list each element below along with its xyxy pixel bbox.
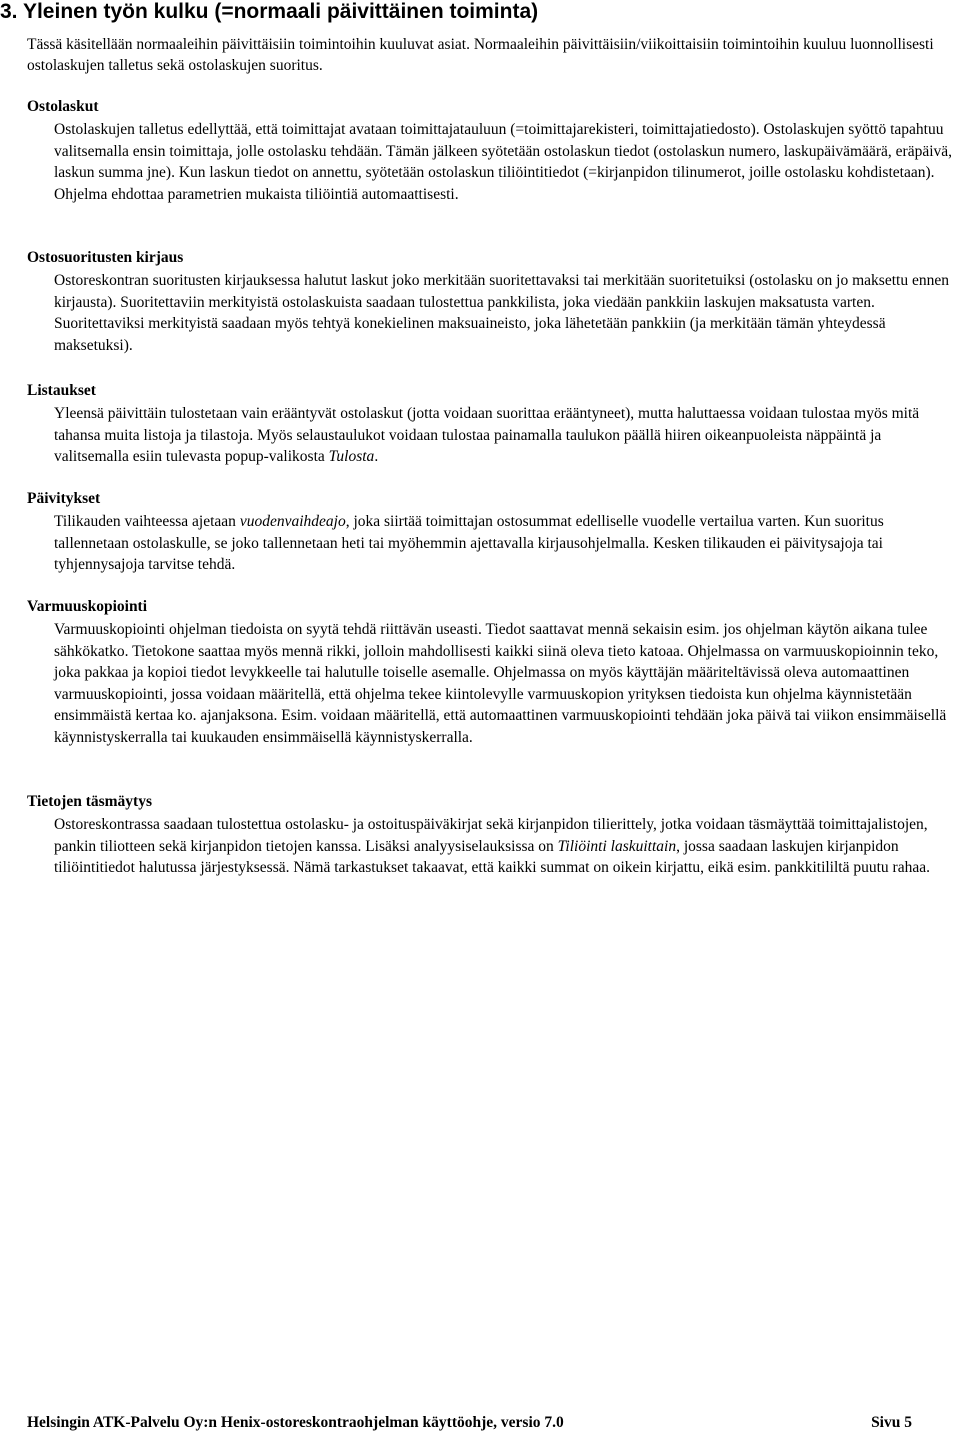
body-text: Ostoreskontrassa saadaan tulostettua ostolasku- ja ostoituspäiväkirjat sekä kirjanpidon tilierittely, jotka voidaan täsmäyttää toimittajalistojen, pankin tiliotteen sekä kirjanpidon tietojen kanssa. Lisäksi analyysiselauksissa on <box>54 816 928 855</box>
section-heading: Ostolaskut <box>27 98 99 115</box>
section-body <box>54 511 955 576</box>
footer-document-title: Helsingin ATK-Palvelu Oy:n Henix-ostoreskontraohjelman käyttöohje, versio 7.0 <box>27 1414 564 1431</box>
section-heading: Listaukset <box>27 382 96 399</box>
section-heading: Ostosuoritusten kirjaus <box>27 249 184 266</box>
section-body <box>54 814 955 879</box>
section-heading: Päivitykset <box>27 490 101 507</box>
body-italic-text: vuodenvaihdeajo <box>239 513 346 530</box>
body-italic-text: Tulosta <box>328 448 375 466</box>
section-body: Ostolaskujen talletus edellyttää, että toimittajat avataan toimittajatauluun (=toimittajarekisteri, toimittajatiedosto). Ostolaskujen syöttö tapahtuu valitsemalla ensin toimittaja, jolle ostolasku tehdään. Tämän jälkeen syötetään ostolaskun tiedot (ostolaskun numero, laskupäivämäärä, eräpäivä, laskun summa jne). Kun laskun tiedot on annettu, syötetään ostolaskun tiliöintitiedot (=kirjanpidon tilinumerot, joille ostolasku kohdistetaan). Ohjelma ehdottaa parametrien mukaista tiliöintiä automaattisesti. <box>54 121 953 203</box>
section-listaukset <box>27 381 955 468</box>
section-tietojen-tasmaytys <box>27 792 955 879</box>
section-body: Ostoreskontran suoritusten kirjauksessa halutut laskut joko merkitään suoritettavaksi tai merkitään suoritetuiksi (ostolasku on jo maksettu ennen kirjausta). Suoritettaviin merkityistä ostolaskuista saadaan tulostettua pankkilista, joka viedään pankkiin laskujen maksatusta varten. Suoritettaviksi merkityistä saadaan myös tehtyä konekielinen maksuaineisto, joka lähetetään pankkiin (ja merkitään tämän yhteydessä maksetuksi). <box>54 272 949 354</box>
body-italic-text: Tiliöinti laskuittain <box>557 837 677 855</box>
section-body: Varmuuskopiointi ohjelman tiedoista on syytä tehdä riittävän useasti. Tiedot saattavat mennä sekaisin esim. jos ohjelman käytön aikana tulee sähkökatko. Tietokone saattaa myös mennä rikki, jolloin mahdollisesti kaikki siinä oleva tieto katoaa. Ohjelmassa on varmuuskopioinnin teko, joka pakkaa ja kopioi tiedot levykkeelle tai halutulle toiselle asemalle. Ohjelmassa on myös käyttäjän määriteltävissä oleva automaattinen varmuuskopiointi, jossa voidaan määritellä, että ohjelma tekee kiintolevylle varmuuskopion yrityksen tiedoista kun ohjelma käynnistetään ensimmäistä kertaa ko. ajanjaksona. Esim. voidaan määritellä, että automaattinen varmuuskopiointi tehdään joka päivä tai viikon ensimmäisellä käynnistyskerralla tai kuukauden ensimmäisellä käynnistyskerralla. <box>54 621 947 746</box>
body-text: Yleensä päivittäin tulostetaan vain erääntyvät ostolaskut (jotta voidaan suorittaa erääntyneet), mutta haluttaessa voidaan tulostaa myös mitä tahansa muita listoja ja tilastoja. Myös selaustaulukot voidaan tulostaa painamalla taulukon päällä hiiren oikeanpuoleista näppäintä ja valitsemalla esiin tulevasta popup-valikosta <box>54 405 920 466</box>
section-paivitykset <box>27 489 955 576</box>
footer-page-number: Sivu 5 <box>871 1414 912 1431</box>
section-ostolaskut <box>27 97 955 205</box>
section-varmuuskopiointi <box>27 597 955 749</box>
body-text: Tilikauden vaihteessa ajetaan <box>54 513 240 530</box>
body-text: , jossa saadaan laskujen kirjanpidon tiliöintitiedot halutussa järjestyksessä. Nämä tarkastukset takaavat, että kaikki summat on oikein kirjattu, eikä esim. pankkitililtä puutu rahaa. <box>54 837 930 877</box>
section-body <box>54 403 955 468</box>
body-text: . <box>374 448 379 466</box>
intro-paragraph: Tässä käsitellään normaaleihin päivittäisiin toimintoihin kuuluvat asiat. Normaaleihin päivittäisiin/viikoittaisiin toimintoihin kuuluu luonnollisesti ostolaskujen talletus sekä ostolaskujen suoritus. <box>27 36 934 74</box>
body-text: , joka siirtää toimittajan ostosummat edelliselle vuodelle vertailua varten. Kun suoritus tallennetaan ostolaskulle, se joko tallennetaan heti tai myöhemmin ajettavalla kirjausohjelmalla. Kesken tilikauden ei päivitysajoja tai tyhjennysajoja tarvitse tehdä. <box>54 513 884 574</box>
page-title: 3. Yleinen työn kulku (=normaali päivittäinen toiminta) <box>0 0 539 23</box>
section-ostosuoritusten-kirjaus <box>27 248 955 356</box>
section-heading: Varmuuskopiointi <box>27 598 148 615</box>
section-heading: Tietojen täsmäytys <box>27 793 152 810</box>
